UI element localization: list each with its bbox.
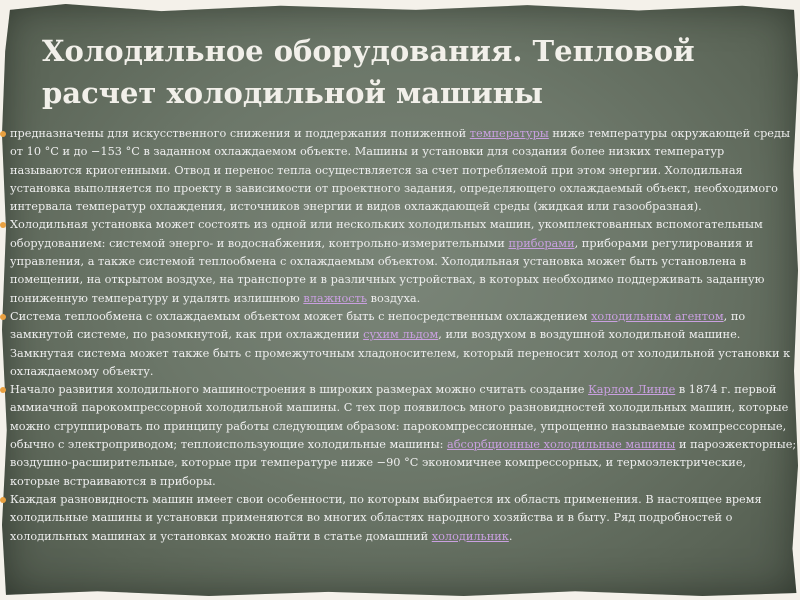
bullet-item (0, 308, 800, 381)
link-refrigerant[interactable]: холодильным агентом (591, 309, 724, 323)
link-temperature[interactable]: температуры (469, 127, 549, 140)
paragraph-text: Начало развития холодильного машиностроения в широких размерах можно считать создание (10, 383, 589, 397)
paragraph-text: предназначены для искусственного снижения и поддержания пониженной (10, 127, 470, 140)
bullet-item (0, 216, 800, 307)
paragraph-text: в 1874 г. первой аммиачной парокомпрессорной холодильной машины. С тех пор появилось много разновидностей холодильных машин, которые можно сгруппировать по принципу работы следующим образом: парокомпрессионные, упрощенно называемые компрессорные, обычно с электроприводом; теплоиспользующие холодильные машины: (10, 383, 789, 452)
paragraph-text: и пароэжекторные; воздушно-расширительные, которые при температуре ниже −90 °С экономичнее компрессорных, и термоэлектрические, которые встраиваются в приборы. (10, 438, 797, 488)
paragraph-text: Система теплообмена с охлаждаемым объектом может быть с непосредственным охлаждением (10, 309, 592, 323)
link-humidity[interactable]: влажность (303, 291, 368, 305)
link-refrigerator[interactable]: холодильник (431, 529, 509, 543)
paragraph-text: . (508, 529, 513, 543)
paragraph-text: воздуха. (367, 291, 421, 305)
paragraph-text: Каждая разновидность машин имеет свои особенности, по которым выбирается их область применения. В настоящее время холодильные машины и установки применяются во многих областях народного хозяйства и в быту. Ряд подробностей о холодильных машинах и установках можно найти в статье домашний (10, 492, 762, 543)
bullet-item (0, 125, 800, 216)
paragraph-text: , приборами регулирования и управления, а также системой теплообмена с охлаждаемым объектом. Холодильная установка может быть установлена в помещении, на открытом воздухе, на транспорте и в различных устройствах, в которых необходимо поддерживать заданную пониженную температуру и удалять излишнюю (10, 236, 765, 305)
paragraph-text: ниже температуры окружающей среды от 10 °С и до −153 °С в заданном охлаждаемом объекте. Машины и установки для создания более низких температур называются криогенными. Отвод и перенос тепла осуществляется за счет потребляемой при этом энергии. Холодильная установка выполняется по проекту в зависимости от проектного задания, определяющего охлаждаемый объект, необходимого интервала температур охлаждения, источников энергии и видов охлаждающей среды (жидкая или газообразная). (10, 127, 790, 214)
bullet-item (0, 491, 800, 546)
link-absorption-machines[interactable]: абсорбционные холодильные машины (446, 438, 676, 452)
paragraph-text: , по замкнутой системе, по разомкнутой, как при охлаждении (10, 309, 746, 342)
bullet-item (0, 381, 800, 491)
link-instruments[interactable]: приборами (508, 236, 575, 250)
link-carl-linde[interactable]: Карлом Линде (588, 383, 676, 397)
paragraph-text: , или воздухом в воздушной холодильной машине. Замкнутая система может также быть с промежуточным хладоносителем, который переносит холод от холодильной установки к охлаждаемому объекту. (10, 328, 791, 378)
paragraph-text: Холодильная установка может состоять из одной или нескольких холодильных машин, укомплектованных вспомогательным оборудованием: системой энерго- и водоснабжения, контрольно-измерительными (10, 218, 763, 250)
link-dry-ice[interactable]: сухим льдом (363, 328, 439, 342)
slide-title: Холодильное оборудования. Тепловой расчет холодильной машины (42, 34, 695, 110)
bullet-list (0, 125, 800, 550)
